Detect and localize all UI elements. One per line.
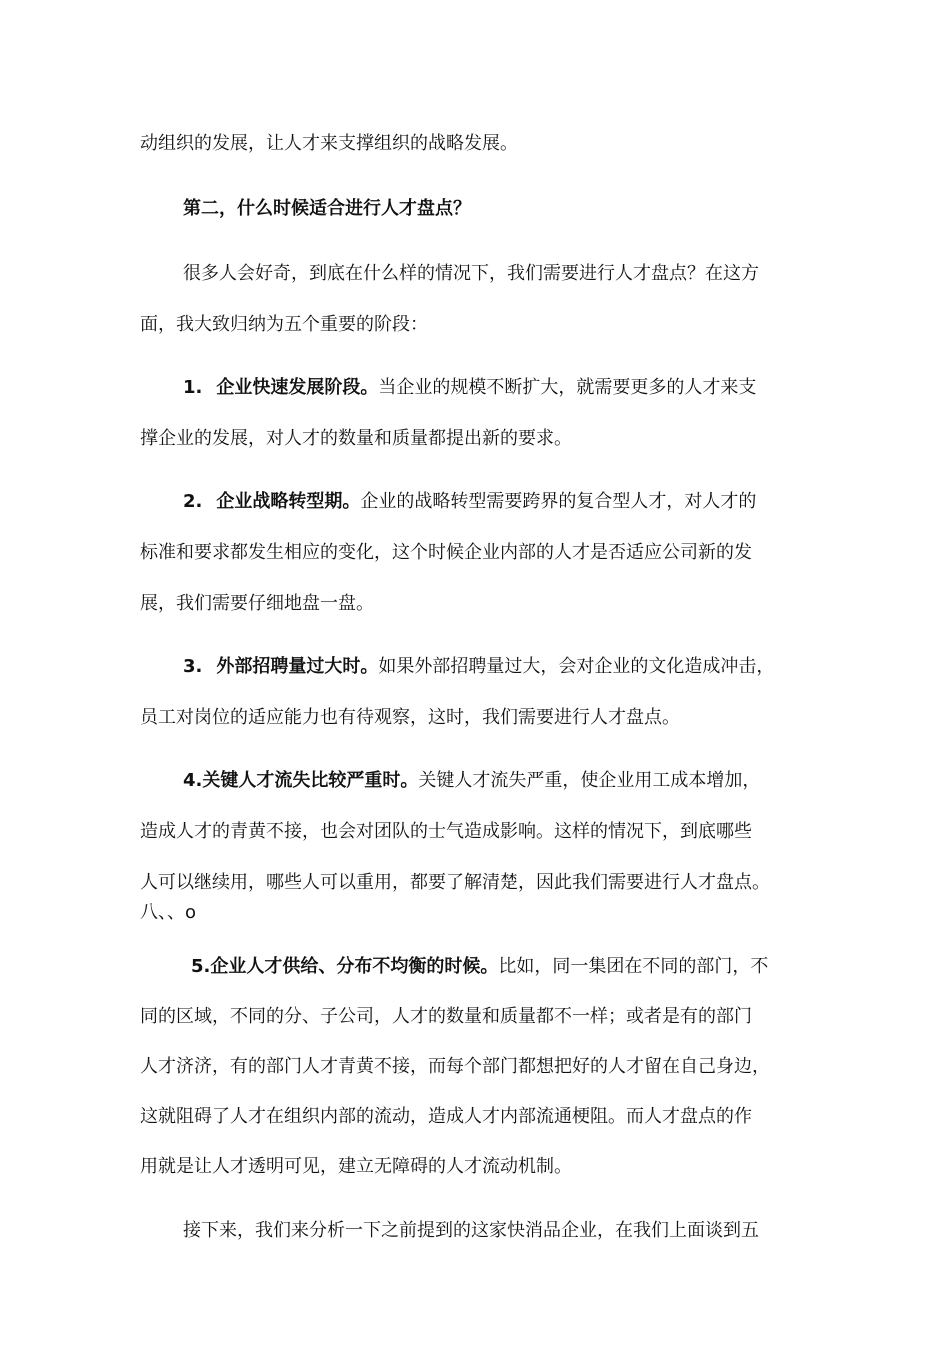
list-item-5-line-3: 人才济济，有的部门人才青黄不接，而每个部门都想把好的人才留在自己身边，	[140, 1056, 770, 1077]
paragraph-intro-line-1: 动组织的发展，让人才来支撑组织的战略发展。	[140, 133, 518, 154]
section-heading: 第二，什么时候适合进行人才盘点？	[183, 198, 471, 219]
list-item-number: 1.	[183, 377, 203, 398]
list-item-title: 外部招聘量过大时。	[216, 656, 379, 677]
list-item-1-line-2: 撑企业的发展，对人才的数量和质量都提出新的要求。	[140, 428, 572, 449]
list-item-title: 5.企业人才供给、分布不均衡的时候。	[191, 956, 499, 977]
list-item-2-line-2: 标准和要求都发生相应的变化，这个时候企业内部的人才是否适应公司新的发	[140, 542, 752, 563]
list-item-title: 企业战略转型期。	[216, 491, 361, 512]
list-item-1-line-1	[183, 376, 756, 400]
list-item-5-line-2: 同的区域，不同的分、子公司，人才的数量和质量都不一样；或者是有的部门	[140, 1006, 752, 1027]
paragraph-line: 接下来，我们来分析一下之前提到的这家快消品企业，在我们上面谈到五	[183, 1220, 759, 1241]
list-item-number: 3.	[183, 656, 203, 677]
paragraph-line: 面，我大致归纳为五个重要的阶段：	[140, 314, 428, 335]
list-item-3-line-1	[183, 655, 774, 679]
paragraph-line: 很多人会好奇，到底在什么样的情况下，我们需要进行人才盘点？在这方	[183, 263, 759, 284]
list-item-text: 当企业的规模不断扩大，就需要更多的人才来支	[378, 377, 757, 398]
list-item-5-line-5: 用就是让人才透明可见，建立无障碍的人才流动机制。	[140, 1156, 572, 1177]
list-item-text: 如果外部招聘量过大，会对企业的文化造成冲击，	[378, 656, 775, 677]
list-item-text: 关键人才流失严重，使企业用工成本增加，	[418, 770, 761, 791]
list-item-text: 企业的战略转型需要跨界的复合型人才，对人才的	[360, 491, 757, 512]
list-item-number: 2.	[183, 491, 203, 512]
list-item-2-line-3: 展，我们需要仔细地盘一盘。	[140, 593, 374, 614]
list-item-title: 企业快速发展阶段。	[216, 377, 379, 398]
list-item-4-line-3: 人可以继续用，哪些人可以重用，都要了解清楚，因此我们需要进行人才盘点。	[140, 872, 770, 893]
list-item-text: 比如，同一集团在不同的部门，不	[498, 956, 769, 977]
list-item-4-line-4: 八、、o	[140, 902, 197, 923]
list-item-4-line-2: 造成人才的青黄不接，也会对团队的士气造成影响。这样的情况下，到底哪些	[140, 821, 752, 842]
list-item-2-line-1	[183, 490, 756, 514]
list-item-4-line-1	[183, 769, 760, 793]
list-item-5-line-1	[191, 955, 768, 979]
list-item-5-line-4: 这就阻碍了人才在组织内部的流动，造成人才内部流通梗阻。而人才盘点的作	[140, 1106, 752, 1127]
list-item-title: 4.关键人才流失比较严重时。	[183, 770, 419, 791]
list-item-3-line-2: 员工对岗位的适应能力也有待观察，这时，我们需要进行人才盘点。	[140, 707, 680, 728]
